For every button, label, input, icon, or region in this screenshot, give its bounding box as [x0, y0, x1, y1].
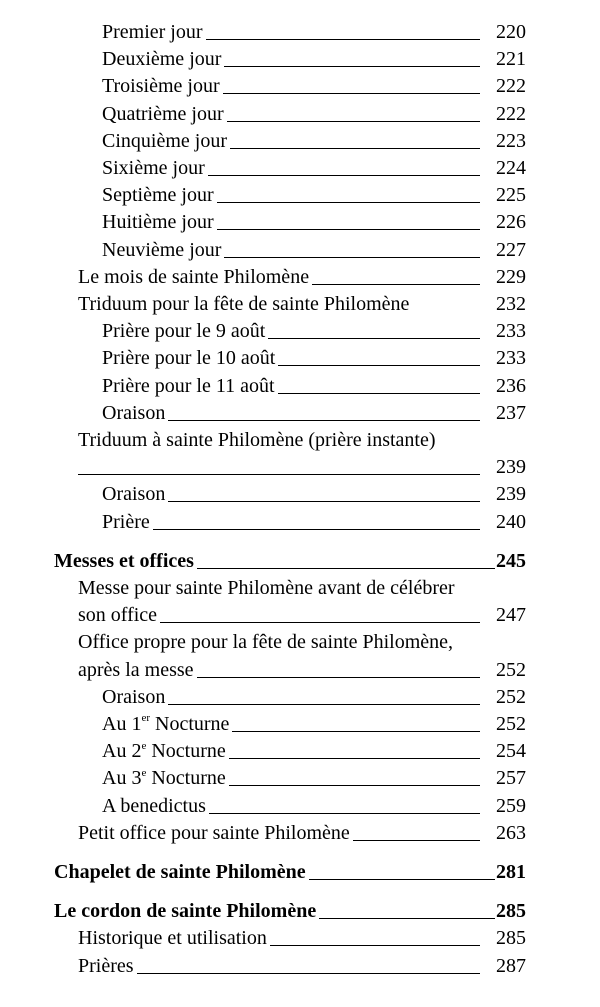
toc-entry-label [102, 766, 226, 790]
toc-entry[interactable] [78, 603, 526, 627]
toc-entry-label [102, 374, 275, 398]
toc-entry-label [102, 319, 265, 343]
toc-page-number: 240 [496, 510, 526, 533]
leader-line [217, 210, 480, 230]
toc-entry-label-text: Quatrième jour [102, 102, 224, 125]
toc-entry-label-text: Cinquième jour [102, 129, 227, 152]
toc-entry-label-text: Le mois de sainte Philomène [78, 265, 310, 288]
leader-line [232, 712, 480, 732]
leader-line [224, 238, 480, 258]
toc-page-number: 237 [496, 401, 526, 424]
toc-page-number: 233 [496, 320, 526, 343]
leader-line [230, 129, 480, 149]
toc-entry-label-text: son office [78, 604, 158, 627]
toc-entry[interactable] [78, 658, 526, 682]
toc-entry-label-text: Oraison [102, 483, 166, 506]
toc-entry[interactable] [78, 821, 526, 845]
toc-entry-label-text: Oraison [102, 401, 166, 424]
toc-page-number: 285 [496, 900, 526, 923]
toc-entry-label-text: Au 3 [102, 767, 142, 790]
toc-entry-label [102, 210, 214, 234]
toc-page-number: 257 [496, 767, 526, 790]
toc-entry[interactable] [102, 238, 526, 262]
toc-entry[interactable] [102, 319, 526, 343]
toc-page-number: 225 [496, 184, 526, 207]
toc-entry-label [102, 482, 165, 506]
toc-entry-label [78, 630, 453, 654]
toc-entry-label [102, 685, 165, 709]
toc-entry[interactable] [102, 346, 526, 370]
toc-section[interactable] [54, 860, 526, 884]
toc-entry-label [102, 156, 205, 180]
toc-entry-label [102, 712, 229, 736]
toc-entry-label [102, 510, 150, 534]
toc-section[interactable] [54, 899, 526, 923]
toc-entry[interactable] [78, 926, 526, 950]
toc-page-number: 281 [496, 861, 526, 883]
toc-page-number: 247 [496, 604, 526, 627]
toc-section[interactable] [54, 549, 526, 573]
toc-entry[interactable] [102, 20, 526, 44]
toc-page-number: 239 [496, 456, 526, 479]
toc-entry[interactable] [102, 102, 526, 126]
toc-entry-label [78, 428, 436, 452]
toc-entry-label-text: Prières [78, 954, 134, 977]
toc-entry[interactable] [78, 265, 526, 289]
ordinal-superscript: e [141, 766, 147, 779]
toc-entry[interactable] [78, 954, 526, 978]
leader-line [78, 455, 480, 475]
toc-entry-label-text: Nocturne [146, 767, 226, 790]
toc-page-number: 252 [496, 685, 526, 708]
toc-entry-label [54, 899, 316, 923]
toc-page-number: 232 [496, 293, 526, 315]
toc-entry[interactable] [102, 74, 526, 98]
leader-line [168, 401, 480, 421]
toc-page-number: 233 [496, 347, 526, 370]
toc-entry-label [78, 954, 134, 978]
toc-entry-label-text: Deuxième jour [102, 48, 222, 71]
leader-line [319, 899, 495, 919]
leader-line [209, 794, 480, 814]
toc-entry-label-text: Messes et offices [54, 549, 194, 572]
toc-entry-label [78, 292, 409, 316]
toc-entry[interactable] [102, 794, 526, 818]
toc-entry-label-text: Office propre pour la fête de sainte Philomène, [78, 631, 454, 654]
leader-line [227, 102, 480, 122]
leader-line [223, 74, 480, 94]
toc-entry-label-text: Au 1 [102, 713, 142, 735]
toc-entry-label-text: Au 2 [102, 740, 142, 763]
toc-entry-label-text: Prière pour le 9 août [102, 320, 266, 343]
leader-line [217, 183, 480, 203]
ordinal-superscript: er [141, 712, 150, 725]
toc-page-number: 220 [496, 21, 526, 43]
toc-entry-label [54, 549, 194, 573]
leader-line [208, 156, 480, 176]
toc-entry-label [102, 47, 221, 71]
toc-entry-label [78, 576, 455, 600]
toc-entry-label-text: Huitième jour [102, 211, 214, 234]
toc-entry[interactable] [102, 482, 526, 506]
leader-line [168, 482, 480, 502]
toc-entry-label [54, 860, 306, 884]
leader-line [168, 685, 480, 705]
toc-entry[interactable] [102, 401, 526, 425]
toc-page-number: 229 [496, 265, 526, 288]
toc-entry-label-text: Premier jour [102, 21, 203, 43]
leader-line [197, 549, 495, 569]
toc-entry-label-text: Prière pour le 11 août [102, 374, 275, 397]
toc-page-number: 226 [496, 211, 526, 234]
toc-entry-label-text: Historique et utilisation [78, 927, 267, 950]
leader-line [160, 603, 480, 623]
toc-entry-label [102, 794, 206, 818]
toc-entry-label [102, 74, 220, 98]
toc-entry-label-text: Nocturne [150, 713, 230, 735]
toc-entry-label [102, 238, 221, 262]
toc-entry[interactable] [78, 630, 526, 654]
toc-entry-label [78, 658, 194, 682]
leader-line [153, 510, 480, 530]
leader-line [309, 860, 495, 880]
toc-entry-label-text: Chapelet de sainte Philomène [54, 861, 306, 883]
toc-entry-label-text: Oraison [102, 685, 166, 708]
leader-line [206, 20, 480, 40]
toc-entry-label [102, 102, 224, 126]
toc-entry-label-text: Prière pour le 10 août [102, 347, 276, 370]
toc-entry-label [102, 739, 226, 763]
toc-entry[interactable] [102, 685, 526, 709]
toc-entry-label-text: Prière [102, 510, 150, 533]
toc-entry-label [102, 129, 227, 153]
toc-page-number: 221 [496, 48, 526, 71]
toc-page-number: 227 [496, 238, 526, 261]
toc-entry[interactable] [102, 210, 526, 234]
toc-entry-label-text: Le cordon de sainte Philomène [54, 900, 317, 923]
toc-entry-label-text: A benedictus [102, 794, 206, 817]
toc-entry-label [102, 20, 203, 44]
leader-line [278, 374, 480, 394]
toc-entry[interactable] [102, 510, 526, 534]
toc-entry-label [78, 821, 350, 845]
toc-entry[interactable] [102, 156, 526, 180]
toc-page-number: 222 [496, 102, 526, 125]
toc-page-number: 222 [496, 75, 526, 98]
toc-entry[interactable] [78, 576, 526, 600]
toc-entry[interactable] [102, 739, 526, 763]
toc-entry-label [102, 183, 214, 207]
toc-page-number: 223 [496, 129, 526, 152]
toc-entry-label-text: Triduum pour la fête de sainte Philomène [78, 293, 410, 315]
toc-entry-label-text: Septième jour [102, 184, 214, 207]
toc-page-number: 236 [496, 374, 526, 397]
toc-page-number: 239 [496, 483, 526, 506]
toc-entry[interactable] [78, 455, 526, 479]
toc-entry[interactable] [102, 183, 526, 207]
toc-entry-label-text: Nocturne [146, 740, 226, 763]
leader-line [278, 346, 480, 366]
toc-entry-label-text: Sixième jour [102, 157, 205, 179]
toc-entry[interactable] [102, 47, 526, 71]
toc-entry-label-text: Neuvième jour [102, 238, 222, 261]
leader-line [229, 766, 480, 786]
leader-line [312, 265, 480, 285]
leader-line [268, 319, 480, 339]
leader-line [270, 926, 480, 946]
toc-entry[interactable] [102, 766, 526, 790]
leader-line [353, 821, 480, 841]
toc-entry[interactable] [102, 129, 526, 153]
toc-entry[interactable] [102, 712, 526, 736]
toc-entry-label-text: après la messe [78, 658, 194, 681]
toc-entry-label [78, 603, 157, 627]
toc-entry-label [102, 401, 165, 425]
toc-entry[interactable] [78, 428, 526, 452]
leader-line [137, 954, 480, 974]
toc-entry-label-text: Triduum à sainte Philomène (prière instante) [78, 429, 436, 451]
toc-entry[interactable] [102, 374, 526, 398]
toc-page-number: 252 [496, 658, 526, 681]
leader-line [229, 739, 480, 759]
toc-page-number: 254 [496, 740, 526, 763]
toc-page-number: 285 [496, 927, 526, 950]
leader-line [197, 658, 480, 678]
ordinal-superscript: e [141, 739, 147, 752]
toc-page-number: 252 [496, 713, 526, 735]
toc-entry[interactable] [78, 292, 526, 316]
toc-entry-label-text: Petit office pour sainte Philomène [78, 821, 350, 844]
toc-page-number: 263 [496, 821, 526, 844]
toc-page-number: 287 [496, 954, 526, 977]
toc-entry-label-text: Troisième jour [102, 75, 220, 98]
toc-page-number: 245 [496, 549, 526, 572]
toc-page-number: 224 [496, 157, 526, 179]
toc-entry-label [102, 346, 275, 370]
toc-entry-label [78, 926, 267, 950]
toc-entry-label-text: Messe pour sainte Philomène avant de célébrer [78, 577, 455, 599]
toc-entry-label [78, 265, 309, 289]
leader-line [224, 47, 480, 67]
toc-page-number: 259 [496, 794, 526, 817]
